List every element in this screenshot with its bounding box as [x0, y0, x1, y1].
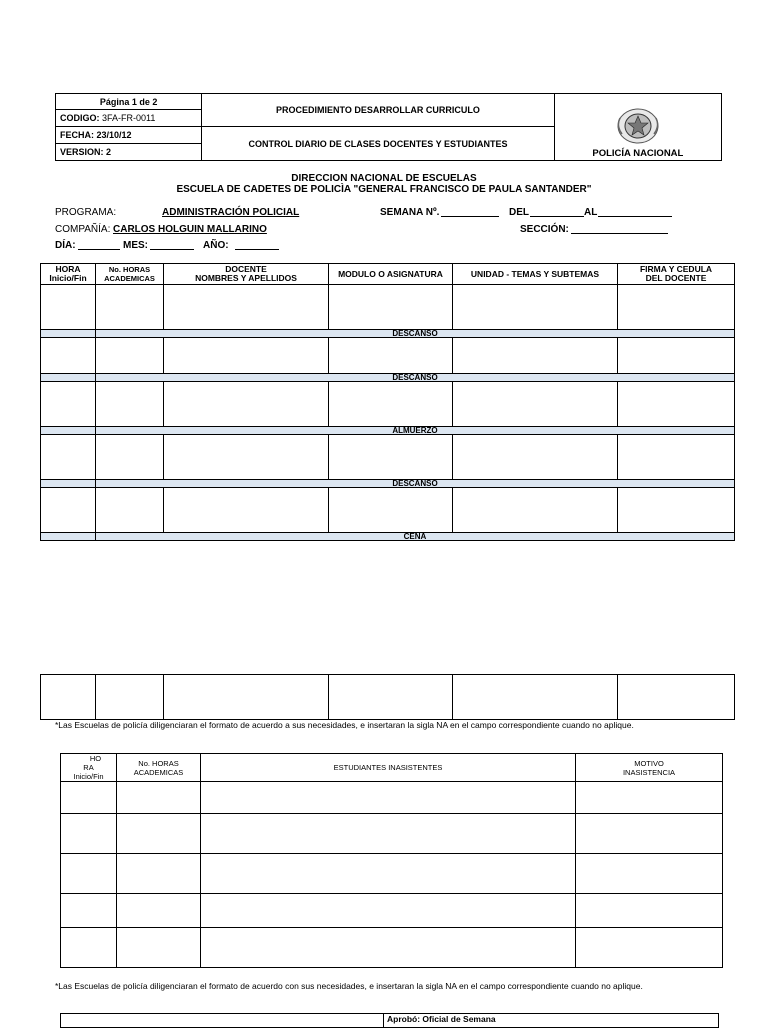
- police-shield-icon: [616, 106, 660, 146]
- al-label: AL: [584, 207, 598, 218]
- note-2: *Las Escuelas de policía diligenciaran el formato de acuerdo con sus necesidades, e insertaran la sigla NA en el campo correspondiente cuando no aplique.: [55, 981, 643, 991]
- approval-table: [60, 1013, 719, 1028]
- control-title: CONTROL DIARIO DE CLASES DOCENTES Y ESTUDIANTES: [202, 127, 555, 161]
- del-label: DEL: [509, 207, 529, 218]
- st-col-horas: No. HORAS ACADEMICAS: [117, 754, 201, 782]
- break-row: [41, 330, 735, 338]
- table-row: [61, 894, 723, 928]
- seccion-label: SECCIÓN:: [520, 224, 569, 235]
- compania-value[interactable]: CARLOS HOLGUIN MALLARINO: [113, 224, 267, 235]
- anio-label: AÑO:: [203, 240, 229, 251]
- programa-value[interactable]: ADMINISTRACIÓN POLICIAL: [162, 207, 300, 218]
- direction-title: DIRECCION NACIONAL DE ESCUELAS: [291, 173, 477, 184]
- col-horas: No. HORAS ACADEMICAS: [96, 264, 164, 285]
- dia-field[interactable]: [78, 239, 120, 250]
- table-row: [61, 928, 723, 968]
- aprobo-label: Aprobó: Oficial de Semana: [384, 1014, 719, 1028]
- code-label: CODIGO:: [60, 113, 100, 123]
- students-table: [60, 753, 723, 968]
- table-row: [61, 814, 723, 854]
- semana-field[interactable]: [441, 206, 499, 217]
- mes-label: MES:: [123, 240, 148, 251]
- logo-cell: [554, 94, 721, 161]
- version-cell: VERSION: 2: [56, 144, 202, 161]
- col-modulo: MODULO O ASIGNATURA: [329, 264, 453, 285]
- break-label: DESCANSO: [96, 330, 735, 338]
- document-header: [55, 93, 722, 161]
- col-hora: HORA Inicio/Fin: [41, 264, 96, 285]
- table-row: [41, 382, 735, 427]
- table-row: [41, 435, 735, 480]
- break-row: [41, 427, 735, 435]
- date-cell: [56, 127, 202, 144]
- break-row: [41, 374, 735, 382]
- date-value: 23/10/12: [96, 130, 132, 140]
- table-row: [41, 285, 735, 330]
- anio-field[interactable]: [235, 239, 279, 250]
- code-value: 3FA-FR-0011: [102, 113, 156, 123]
- col-docente: DOCENTE NOMBRES Y APELLIDOS: [164, 264, 329, 285]
- table-row: [41, 488, 735, 533]
- school-title: ESCUELA DE CADETES DE POLICÌA "GENERAL FRANCISCO DE PAULA SANTANDER": [176, 184, 592, 195]
- table-row: [61, 782, 723, 814]
- col-unidad: UNIDAD - TEMAS Y SUBTEMAS: [453, 264, 618, 285]
- table-row: [61, 854, 723, 894]
- students-header-row: [61, 754, 723, 782]
- table-row: [41, 338, 735, 374]
- schedule-extra-row: [40, 674, 735, 720]
- semana-label: SEMANA Nº.: [380, 207, 440, 218]
- st-col-estudiantes: ESTUDIANTES INASISTENTES: [201, 754, 576, 782]
- code-cell: [56, 110, 202, 127]
- break-label: CENA: [96, 533, 735, 541]
- date-label: FECHA:: [60, 130, 94, 140]
- procedure-title: PROCEDIMIENTO DESARROLLAR CURRICULO: [202, 94, 555, 127]
- st-col-hora: HO RA Inicio/Fin: [61, 754, 117, 782]
- schedule-header-row: [41, 264, 735, 285]
- break-row: [41, 480, 735, 488]
- del-field[interactable]: [530, 206, 584, 217]
- compania-label: COMPAÑÍA:: [55, 224, 111, 235]
- schedule-table: [40, 263, 735, 541]
- note-1: *Las Escuelas de policía diligenciaran el formato de acuerdo a sus necesidades, e insertaran la sigla NA en el campo correspondiente cuando no aplique.: [55, 720, 634, 730]
- st-col-motivo: MOTIVO INASISTENCIA: [576, 754, 723, 782]
- break-row: [41, 533, 735, 541]
- al-field[interactable]: [598, 206, 672, 217]
- table-row: [41, 675, 735, 720]
- page-indicator: Página 1 de 2: [56, 94, 202, 110]
- col-firma: FIRMA Y CEDULA DEL DOCENTE: [618, 264, 735, 285]
- break-label: DESCANSO: [96, 374, 735, 382]
- institution-name: POLICÍA NACIONAL: [592, 148, 684, 159]
- mes-field[interactable]: [150, 239, 194, 250]
- programa-label: PROGRAMA:: [55, 207, 117, 218]
- break-label: DESCANSO: [96, 480, 735, 488]
- seccion-field[interactable]: [571, 223, 668, 234]
- break-label: ALMUERZO: [96, 427, 735, 435]
- dia-label: DÍA:: [55, 240, 76, 251]
